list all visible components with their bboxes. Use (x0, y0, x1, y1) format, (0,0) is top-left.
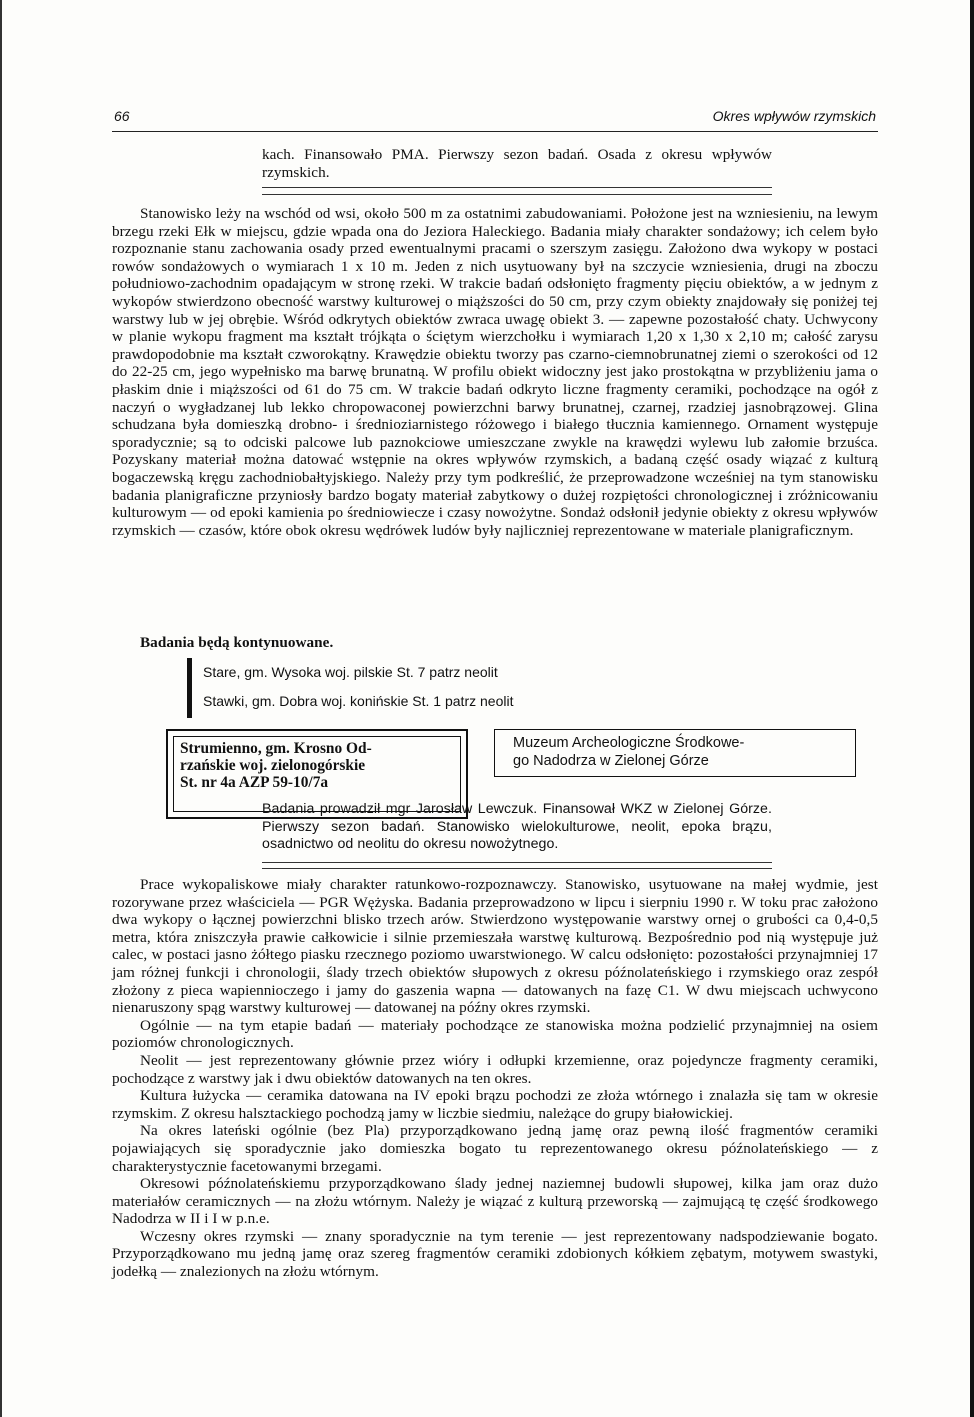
summary-rule-top (262, 862, 772, 863)
page-number: 66 (114, 108, 130, 124)
header-rule (112, 131, 878, 132)
section2-body (112, 876, 878, 1281)
cross-ref-2: Stawki, gm. Dobra woj. konińskie St. 1 patrz neolit (203, 693, 514, 709)
cross-ref-1: Stare, gm. Wysoka woj. pilskie St. 7 patrz neolit (203, 664, 498, 680)
section1-paragraph: Stanowisko leży na wschód od wsi, około 500 m za ostatnimi zabudowaniami. Położone jest na wzniesieniu, na lewym brzegu rzeki Ełk w miejscu, gdzie wpada ona do Jeziora Haleckiego. Badania miały charakter sondażowy; ich celem było rozpoznanie stanu zachowania osady przed ewentualnymi pracami o szerszym zasięgu. Założono dwa wykopy w postaci rowów sondażowych o wymiarach 1 x 10 m. Jeden z nich usytuowany był na szczycie wzniesienia, drugi na zboczu południowo-zachodnim opadającym w stronę rzeki. W trakcie badań odsłonięto fragmenty pięciu obiektów, a w jednym z wykopów stwierdzono obecność warstwy kulturowej o miąższości do 50 cm, przy czym obiekty znajdowały się poniżej tej warstwy lub w jej obrębie. Wśród odkrytych obiektów zwraca uwagę obiekt 3. — zapewne pozostałość chaty. Uchwycony w planie wykopu fragment ma kształt trójkąta o ściętym wierzchołku i wymiarach 1,20 x 1,30 x 2,10 m; całość zarysu prawdopodobnie ma kształt czworokątny. Krawędzie obiektu tworzy pas czarno-ciemnobrunatnej ziemi o szerokości od 12 do 22-25 cm, jego wypełnisko ma barwę brunatną. W profilu obiekt widoczny jest jako prostokątna w przybliżeniu jama o płaskim dnie i miąższości od 61 do 75 cm. W trakcie badań odkryto liczne fragmenty ceramiki, pochodzące na ogół z naczyń o wygładzanej lub lekko chropowaconej powierzchni barwy brunatnej, czarnej, rzadziej jasnobrązowej. Glina schudzana była domieszką drobno- i średnioziarnistego różowego i białego tłucznia kamiennego. Ornament występuje sporadycznie; są to odciski palcowe lub paznokciowe umieszczane zwykle na krawędzi wylewu lub załomie brzuśca. Pozyskany materiał można datować wstępnie na okres wpływów rzymskich, a badaną część osady wiązać z kulturą bogaczewską kręgu zachodniobałtyjskiego. Należy przy tym podkreślić, że przeprowadzone wcześniej na tym stanowisku badania planigraficzne przyniosły bardzo bogaty materiał zabytkowy o dużej rozpiętości chronologicznej i zróżnicowaniu kulturowym — od epoki kamienia po średniowiecze i czasy nowożytne. Sondaż odsłonił jedynie obiekty z okresu wpływów rzymskich — czasów, które obok okresu wędrówek ludów były najliczniej reprezentowane w materiale planigraficznym. (112, 205, 878, 539)
section-rule-bottom (262, 194, 772, 195)
section2-paragraph: Na okres lateński ogólnie (bez Pla) przyporządkowano jedną jamę oraz pewną ilość fragmentów ceramiki pojawiających się sporadycznie jako domieszka bogato tu reprezentowanego okresu późnolateńskiego — z charakterystycznie facetowanymi brzegami. (112, 1122, 878, 1175)
site-line-3: St. nr 4a AZP 59-10/7a (180, 774, 329, 791)
section2-paragraph: Neolit — jest reprezentowany głównie przez wióry i odłupki krzemienne, oraz pojedyncze fragmenty ceramiki, pochodzące z warstwy jak i dwu obiektów datowanych na ten okres. (112, 1051, 878, 1087)
section1-closing: Badania będą kontynuowane. (140, 634, 334, 651)
section2-paragraph: Prace wykopaliskowe miały charakter ratunkowo-rozpoznawczy. Stanowisko, usytuowane na małej wydmie, jest rozorywane przez właściciela — PGR Wężyska. Badania przeprowadzono w lipcu i sierpniu 1990 r. W toku prac założono dwa wykopy o łącznej powierzchni blisko trzech arów. Stwierdzono występowanie warstwy ornej o grubości ca 0,4-0,5 metra, która zniszczyła prawie całkowicie i silnie przemieszała warstwę kulturową. Bezpośrednio pod nią występuje już calec, w postaci jasno żółtego piasku rzecznego poziomo uwarstwionego. W calcu odsłonięto: pozostałości przynajmniej 17 jam różnej funkcji i chronologii, ślady trzech obiektów słupowych z okresu późnolateńskiego i rzymskiego oraz zespół złożony z pieca wapiennioczego i jamy do gaszenia wapna — datowanych na fazę C1. W dwu miejscach uchwycono nienaruszony spąg warstwy kulturowej — datowanej na późny okres rzymski. (112, 876, 878, 1017)
institution-line-1: Muzeum Archeologiczne Środkowe- (513, 735, 745, 751)
intro-block: kach. Finansowało PMA. Pierwszy sezon badań. Osada z okresu wpływów rzymskich. (262, 146, 772, 181)
institution-box (494, 729, 856, 777)
summary-block: Badania prowadził mgr Jarosław Lewczuk. Finansował WKZ w Zielonej Górze. Pierwszy sezon badań. Stanowisko wielokulturowe, neolit, epoka brązu, osadnictwo od neolitu do okresu nowożytnego. (262, 801, 772, 853)
section-rule-top (262, 187, 772, 188)
institution-line-2: go Nadodrza w Zielonej Górze (513, 753, 709, 769)
cross-ref-bar (187, 658, 192, 718)
scan-edge-right (970, 0, 974, 1417)
section2-paragraph: Wczesny okres rzymski — znany sporadycznie na tym terenie — jest reprezentowany nadspodziewanie bogato. Przyporządkowano mu jedną jamę oraz szereg fragmentów ceramiki zdobionych kółkiem zębatym, motywem swastyki, jodełką — znalezionych na złożu wtórnym. (112, 1227, 878, 1281)
running-title: Okres wpływów rzymskich (712, 108, 876, 124)
summary-rule-bottom (262, 868, 772, 869)
page-header (112, 108, 878, 130)
section2-paragraph: Kultura łużycka — ceramika datowana na IV epoki brązu pochodzi ze złoża wtórnego i znalazła się tam w okresie rzymskim. Z okresu halsztackiego pochodzą jamy w liczbie siedmiu, należące do grupy białowickiej. (112, 1087, 878, 1122)
section2-paragraph: Okresowi późnolateńskiemu przyporządkowano ślady jednej naziemnej budowli słupowej, kilka jam oraz dużo materiałów ceramicznych — na złożu wtórnym. Należy je wiązać z kulturą przeworską — zajmującą tę część środkowego Nadodrza w II i I w p.n.e. (112, 1175, 878, 1228)
site-line-2: rzańskie woj. zielonogórskie (180, 757, 366, 774)
section2-paragraph: Ogólnie — na tym etapie badań — materiały pochodzące ze stanowiska można podzielić przynajmniej na osiem poziomów chronologicznych. (112, 1016, 878, 1052)
scan-edge-left (0, 0, 2, 1417)
site-line-1: Strumienno, gm. Krosno Od- (180, 740, 372, 757)
